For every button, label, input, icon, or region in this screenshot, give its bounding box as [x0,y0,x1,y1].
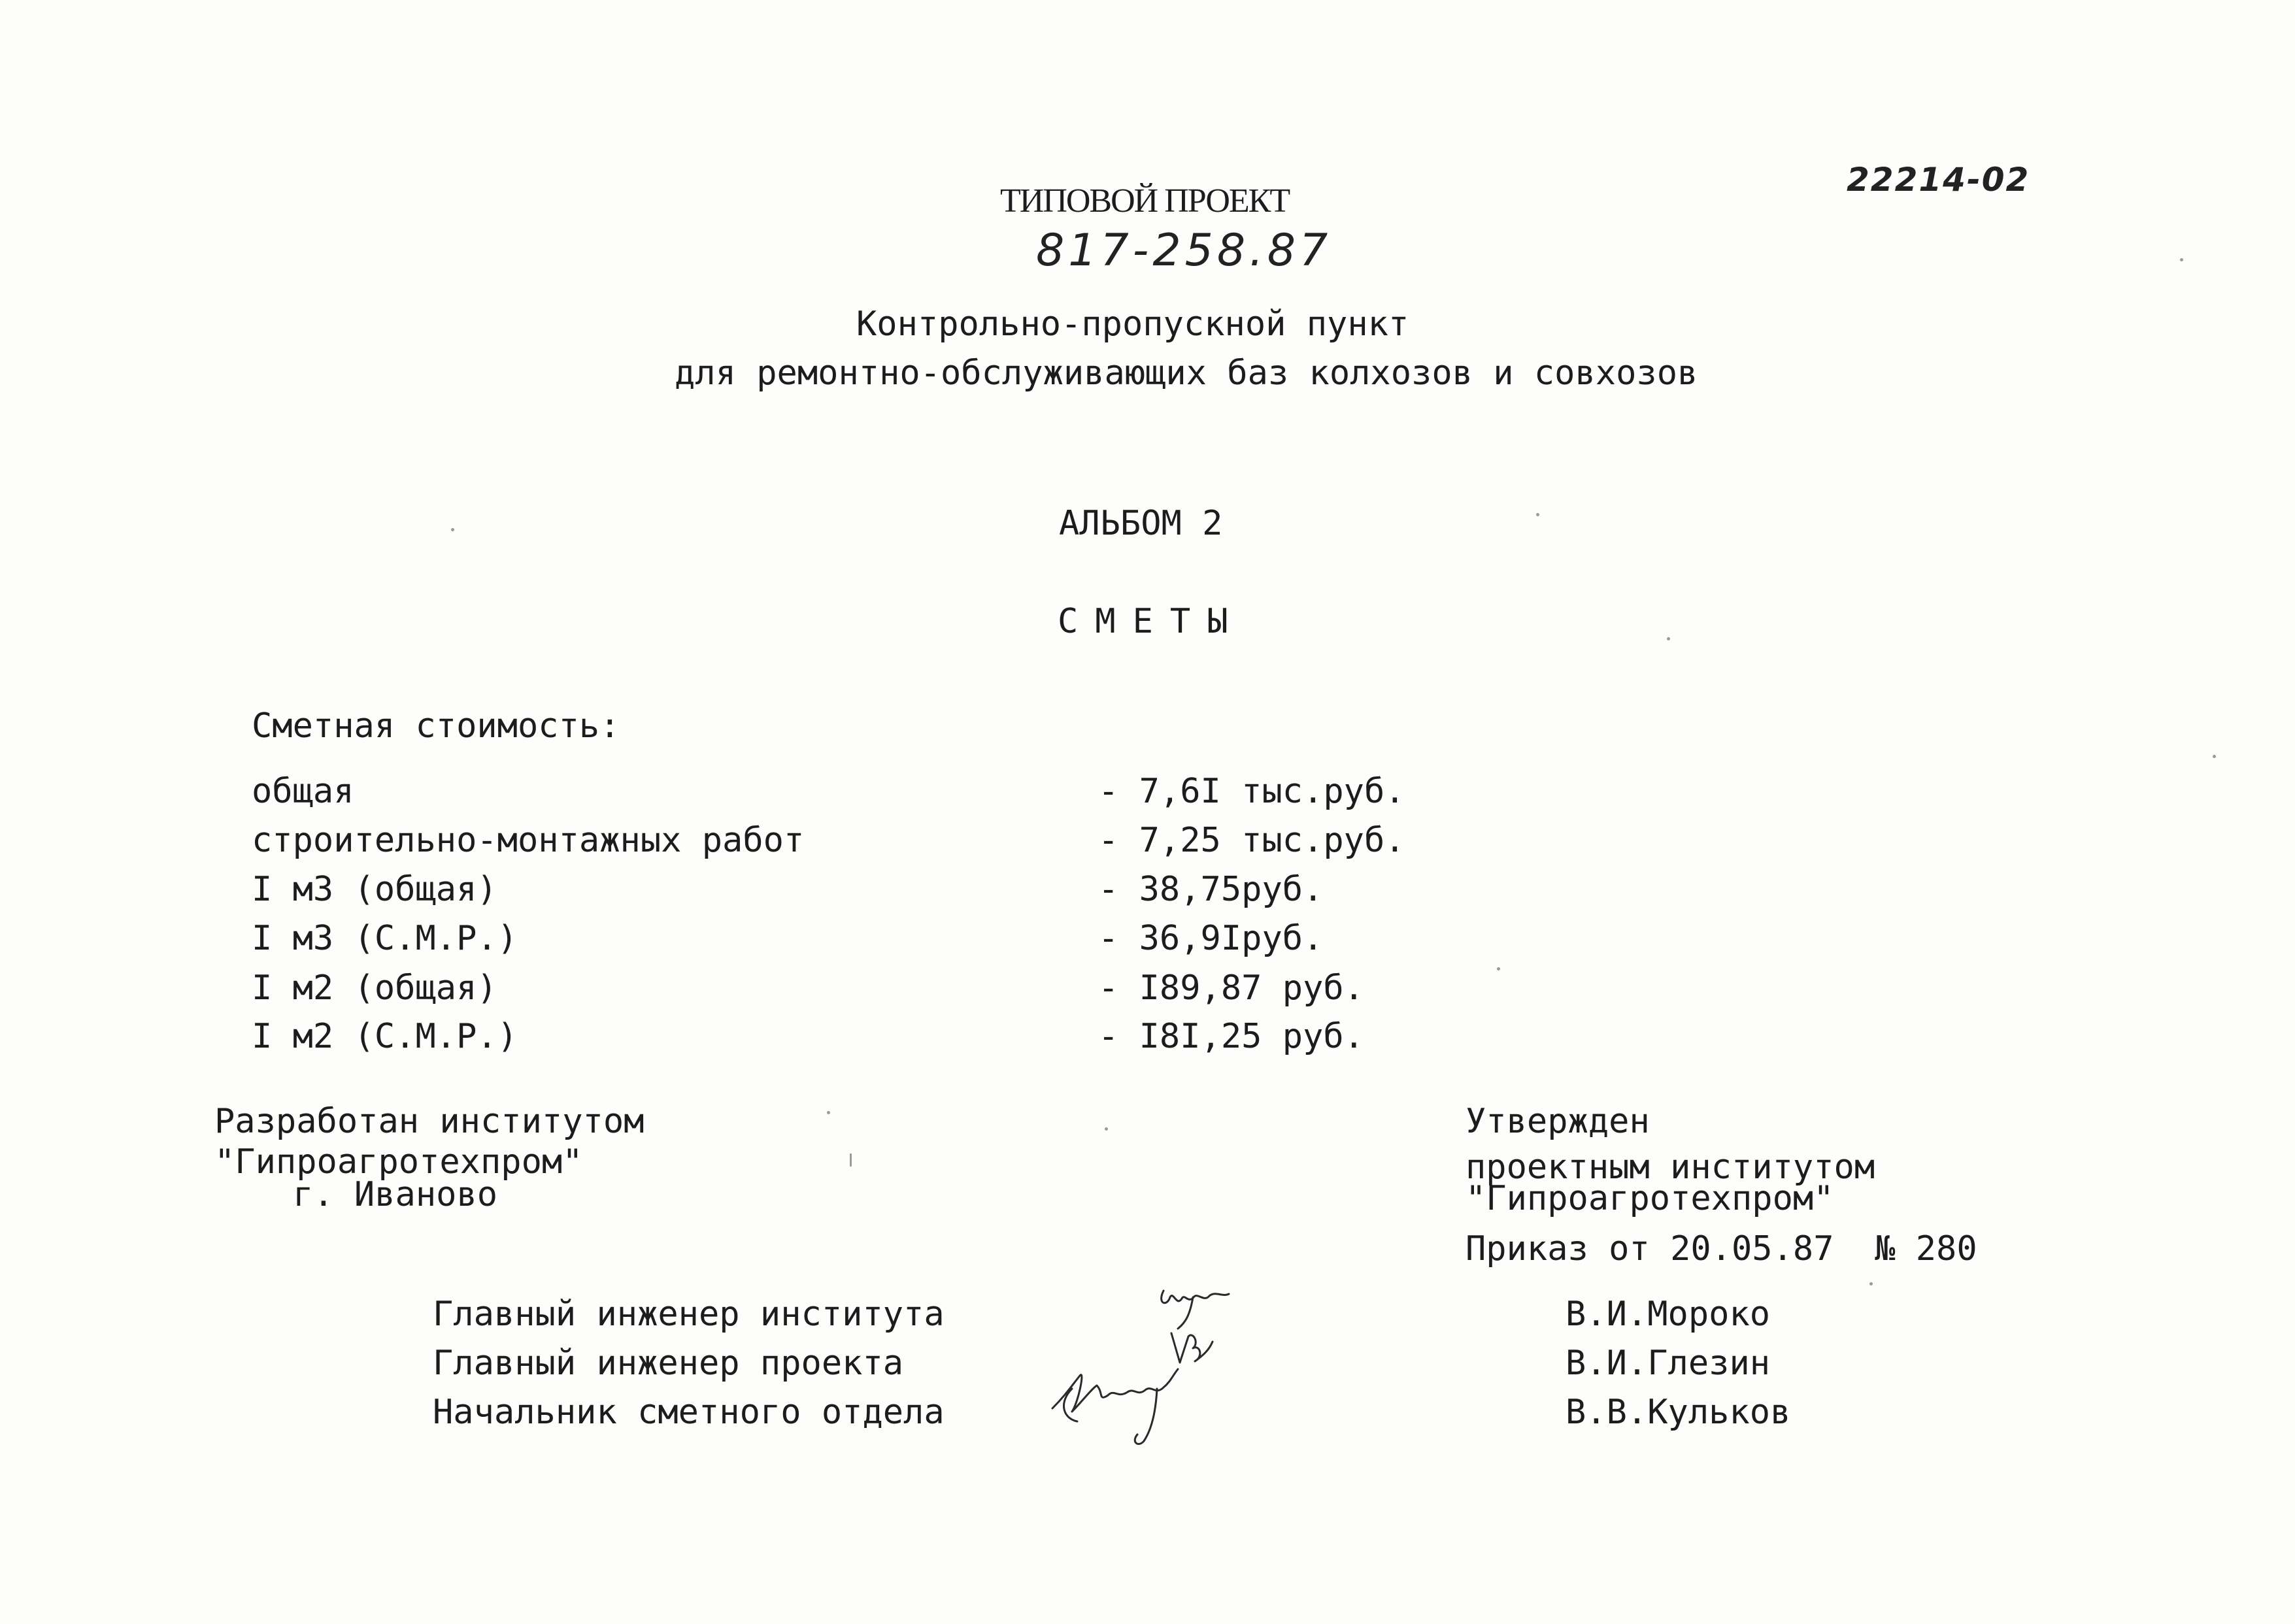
developer-city: г. Иваново [293,1175,498,1214]
approval-line-2: проектным институтом [1466,1148,1875,1187]
title-line-2: для ремонтно-обслуживающих баз колхозов и совхозов [675,354,1698,393]
title-line-1: Контрольно-пропускной пункт [856,305,1409,344]
cost-row-label: общая [252,772,354,811]
signatory-role: Начальник сметного отдела [433,1393,945,1432]
scan-speck [1497,967,1500,970]
cost-row-value: - 7,25 тыс.руб. [1098,821,1405,860]
signatory-role: Главный инженер проекта [433,1344,904,1383]
cost-row-value: - 7,6I тыс.руб. [1098,772,1405,811]
scan-speck [1536,513,1539,516]
cost-row-value: - I8I,25 руб. [1098,1017,1364,1056]
signatory-name: В.И.Глезин [1566,1344,1771,1383]
scan-speck [850,1153,852,1167]
approval-order: Приказ от 20.05.87 № 280 [1466,1229,1977,1268]
signature-1 [1162,1291,1229,1303]
scan-speck [451,528,454,531]
approval-institute: "Гипроагротехпром" [1466,1179,1834,1218]
approval-line-1: Утвержден [1466,1102,1650,1141]
signature-1-tail [1178,1297,1193,1329]
signatory-role: Главный инженер института [433,1295,945,1334]
album-label: АЛЬБОМ 2 [1059,504,1223,543]
scan-speck [1667,637,1670,640]
doc-type-heading: ТИПОВОЙ ПРОЕКТ [1000,182,1290,220]
signature-3-loop [1135,1389,1157,1444]
developer-line-1: Разработан институтом [214,1102,645,1141]
cost-row-label: I м2 (общая) [252,969,497,1008]
doc-number: 817-258.87 [1036,225,1332,276]
archive-number: 22214-02 [1847,161,2030,199]
scan-speck [2213,755,2216,758]
volume-title: СМЕТЫ [1058,602,1245,641]
cost-row-label: I м3 (С.М.Р.) [252,919,518,958]
cost-row-label: I м2 (С.М.Р.) [252,1017,518,1056]
scan-speck [1105,1127,1108,1131]
scan-speck [2180,258,2183,261]
signatory-name: В.В.Кульков [1566,1393,1791,1432]
cost-heading: Сметная стоимость: [252,706,620,746]
cost-row-value: - I89,87 руб. [1098,969,1364,1008]
scan-speck [1869,1282,1873,1285]
handwritten-signatures [1033,1271,1294,1467]
signatory-name: В.И.Мороко [1566,1295,1771,1334]
cost-row-value: - 38,75руб. [1098,870,1324,909]
cost-row-value: - 36,9Iруб. [1098,919,1324,958]
cost-row-label: I м3 (общая) [252,870,497,909]
developer-institute: "Гипроагротехпром" [214,1142,583,1182]
scan-speck [827,1111,830,1114]
cost-row-label: строительно-монтажных работ [252,821,805,860]
signature-2 [1171,1333,1213,1363]
